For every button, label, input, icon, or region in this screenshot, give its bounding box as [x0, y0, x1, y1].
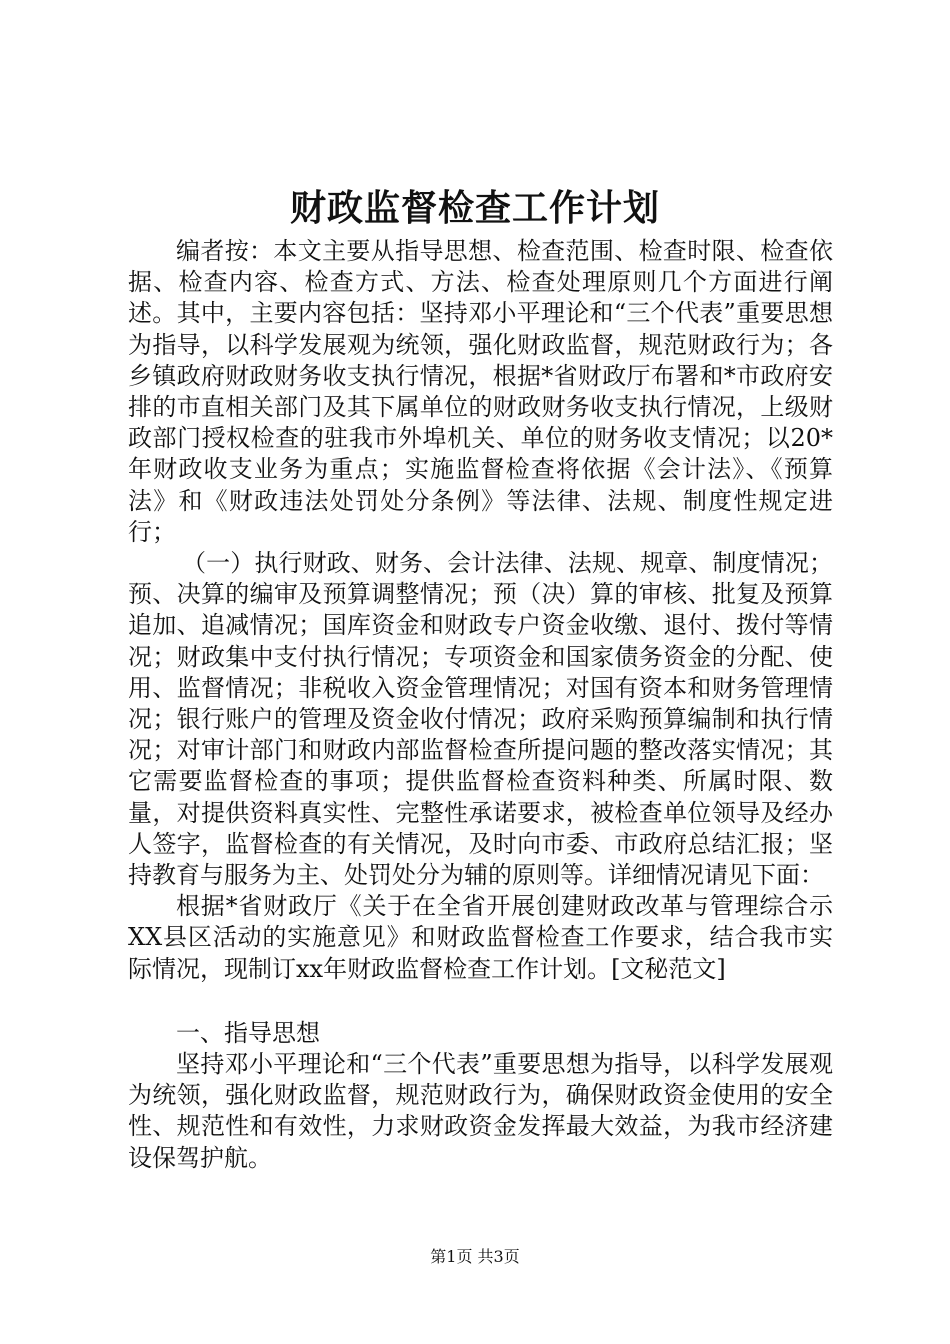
inspection-content-paragraph: （一）执行财政、财务、会计法律、法规、规章、制度情况；预、决算的编审及预算调整情况；预（决）算的审核、批复及预算追加、追减情况；国库资金和财政专户资金收缴、退付、拨付等情况；财政集中支付执行情况；专项资金和国家债务资金的分配、使用、监督情况；非税收入资金管理情况；对国有资本和财务管理情况；银行账户的管理及资金收付情况；政府采购预算编制和执行情况；对审计部门和财政内部监督检查所提问题的整改落实情况；其它需要监督检查的事项；提供监督检查资料种类、所属时限、数量，对提供资料真实性、完整性承诺要求，被检查单位领导及经办人签字，监督检查的有关情况，及时向市委、市政府总结汇报；坚持教育与服务为主、处罚处分为辅的原则等。详细情况请见下面：: [128, 549, 833, 890]
guiding-ideology-paragraph: 坚持邓小平理论和“三个代表”重要思想为指导，以科学发展观为统领，强化财政监督，规范财政行为，确保财政资金使用的安全性、规范性和有效性，力求财政资金发挥最大效益，为我市经济建设保驾护航。: [128, 1050, 833, 1172]
document-body: [128, 236, 833, 1174]
page-footer: 第1页 共3页: [430, 1247, 520, 1266]
basis-paragraph: 根据*省财政厅《关于在全省开展创建财政改革与管理综合示XX县区活动的实施意见》和财政监督检查工作要求，结合我市实际情况，现制订xx年财政监督检查工作计划。[文秘范文]: [128, 892, 833, 983]
section-heading-guiding-ideology: 一、指导思想: [176, 1018, 320, 1047]
editor-note-paragraph: 编者按：本文主要从指导思想、检查范围、检查时限、检查依据、检查内容、检查方式、方法、检查处理原则几个方面进行阐述。其中，主要内容包括：坚持邓小平理论和“三个代表”重要思想为指导，以科学发展观为统领，强化财政监督，规范财政行为；各乡镇政府财政财务收支执行情况，根据*省财政厅布署和*市政府安排的市直相关部门及其下属单位的财政财务收支执行情况，上级财政部门授权检查的驻我市外埠机关、单位的财务收支情况；以20*年财政收支业务为重点；实施监督检查将依据《会计法》、《预算法》和《财政违法处罚处分条例》等法律、法规、制度性规定进行；: [128, 237, 833, 546]
paragraph-spacer: [128, 985, 833, 1018]
document-title: 财政监督检查工作计划: [289, 187, 660, 229]
